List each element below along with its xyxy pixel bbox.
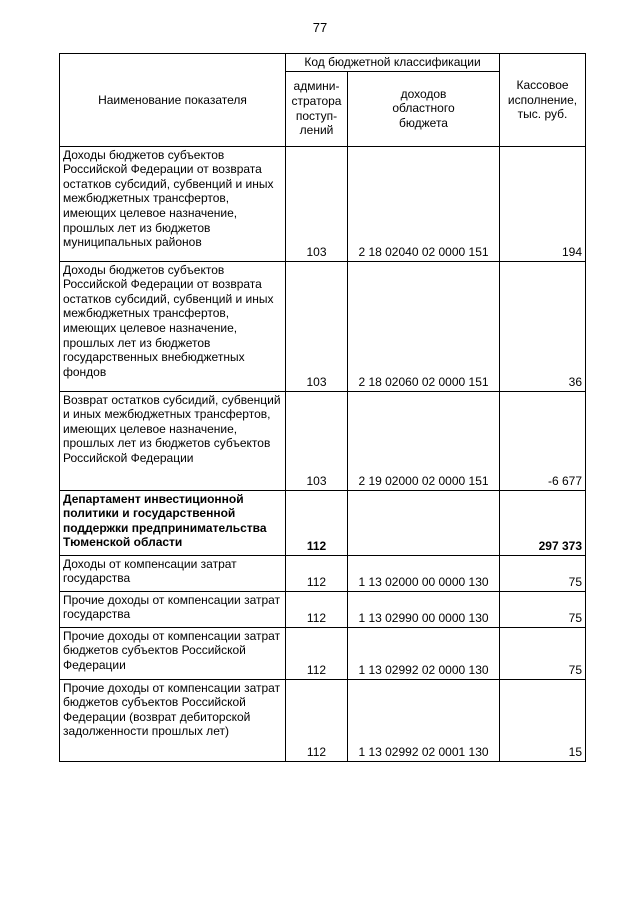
row-amount: 194 xyxy=(500,146,586,261)
table-row xyxy=(60,391,586,490)
row-code xyxy=(348,490,500,555)
row-amount: 75 xyxy=(500,555,586,591)
row-code: 1 13 02000 00 0000 130 xyxy=(348,555,500,591)
row-code: 1 13 02992 02 0000 130 xyxy=(348,627,500,679)
row-amount: 36 xyxy=(500,261,586,391)
row-code: 1 13 02990 00 0000 130 xyxy=(348,591,500,627)
header-income-code: доходов областного бюджета xyxy=(348,71,500,146)
table-row xyxy=(60,591,586,627)
row-admin: 112 xyxy=(286,555,348,591)
row-name: Департамент инвестиционной политики и государственной поддержки предпринимательства Тюменской области xyxy=(60,490,286,555)
header-classification-code: Код бюджетной классификации xyxy=(286,54,500,72)
row-name: Возврат остатков субсидий, субвенций и иных межбюджетных трансфертов, имеющих целевое назначение, прошлых лет из бюджетов субъектов Российской Федерации xyxy=(60,391,286,490)
header-amount: Кассовое исполнение, тыс. руб. xyxy=(500,54,586,147)
table-row xyxy=(60,555,586,591)
table-row xyxy=(60,627,586,679)
row-name: Прочие доходы от компенсации затрат бюджетов субъектов Российской Федерации xyxy=(60,627,286,679)
table-row xyxy=(60,490,586,555)
row-admin: 103 xyxy=(286,146,348,261)
page-number: 77 xyxy=(312,20,328,35)
row-admin: 112 xyxy=(286,679,348,761)
header-administrator: админи- стратора поступ- лений xyxy=(286,71,348,146)
row-name: Доходы от компенсации затрат государства xyxy=(60,555,286,591)
row-name: Доходы бюджетов субъектов Российской Федерации от возврата остатков субсидий, субвенций и иных межбюджетных трансфертов, имеющих целевое назначение, прошлых лет из бюджетов государственных внебюджетных фондов xyxy=(60,261,286,391)
row-admin: 103 xyxy=(286,391,348,490)
row-name: Прочие доходы от компенсации затрат государства xyxy=(60,591,286,627)
header-name: Наименование показателя xyxy=(60,54,286,147)
row-admin: 103 xyxy=(286,261,348,391)
budget-table xyxy=(59,53,586,762)
row-name: Прочие доходы от компенсации затрат бюджетов субъектов Российской Федерации (возврат дебиторской задолженности прошлых лет) xyxy=(60,679,286,761)
row-admin: 112 xyxy=(286,627,348,679)
row-code: 2 19 02000 02 0000 151 xyxy=(348,391,500,490)
row-code: 2 18 02040 02 0000 151 xyxy=(348,146,500,261)
row-admin: 112 xyxy=(286,591,348,627)
row-admin: 112 xyxy=(286,490,348,555)
row-amount: 297 373 xyxy=(500,490,586,555)
table-row xyxy=(60,146,586,261)
row-amount: 15 xyxy=(500,679,586,761)
row-code: 1 13 02992 02 0001 130 xyxy=(348,679,500,761)
table-row xyxy=(60,261,586,391)
table-row xyxy=(60,679,586,761)
row-code: 2 18 02060 02 0000 151 xyxy=(348,261,500,391)
row-amount: 75 xyxy=(500,591,586,627)
row-amount: 75 xyxy=(500,627,586,679)
row-amount: -6 677 xyxy=(500,391,586,490)
row-name: Доходы бюджетов субъектов Российской Федерации от возврата остатков субсидий, субвенций и иных межбюджетных трансфертов, имеющих целевое назначение, прошлых лет из бюджетов муниципальных районов xyxy=(60,146,286,261)
